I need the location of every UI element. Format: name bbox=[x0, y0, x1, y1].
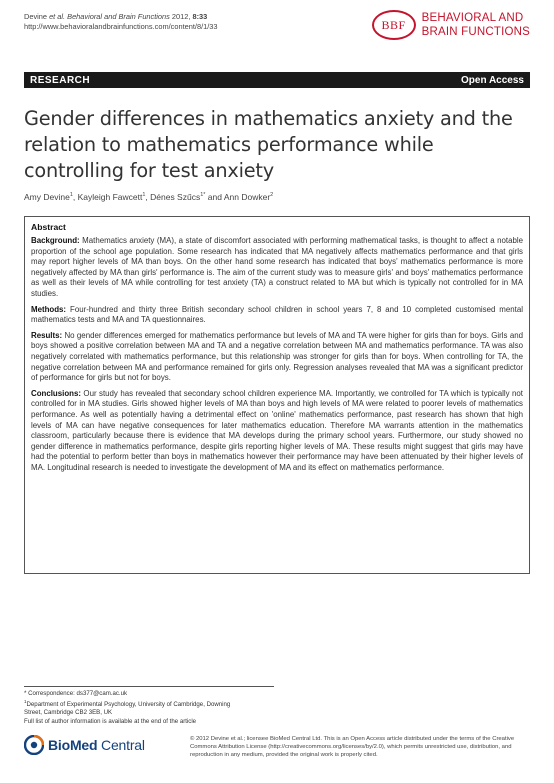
journal-name-line-1: BEHAVIORAL AND bbox=[421, 12, 524, 24]
correspondence-note[interactable]: * Correspondence: ds377@cam.ac.uk bbox=[24, 690, 128, 697]
author-4[interactable]: and Ann Dowker bbox=[205, 192, 271, 202]
author-4-affiliation: 2 bbox=[270, 192, 274, 199]
abstract-conclusions bbox=[31, 389, 523, 474]
bbf-logo-icon: BBF bbox=[372, 10, 416, 40]
author-1-affiliation: 1 bbox=[69, 192, 73, 199]
abstract-background bbox=[31, 236, 523, 300]
conclusions-label: Conclusions: bbox=[31, 388, 81, 398]
results-text: No gender differences emerged for mathematics performance but levels of MA and TA were higher for girls than for boys. Girls and boys showed a positive correlation between MA and TA and a negative correlation between MA and mathematics performance. TA was also negatively correlated with mathematics performance, but this relationship was stronger for girls than for boys. When controlling for TA, the negative correlation between MA and performance remained for girls only. Regression analyses revealed that MA was a significant predictor of performance for girls but not for boys. bbox=[31, 330, 523, 383]
methods-label: Methods: bbox=[31, 304, 67, 314]
background-text: Mathematics anxiety (MA), a state of discomfort associated with performing mathematical tasks, is thought to affect a notable proportion of the school age population. Some research has indicated that MA negatively affects mathematics performance and that girls may report higher levels of MA than boys. On the other hand some research has indicated that boys' mathematics performance is more negatively affected by MA than girls' performance is. The aim of the current study was to measure girls' and boys' mathematics performance as well as their levels of MA while controlling for test anxiety (TA) a construct related to MA but which is typically not controlled for in MA studies. bbox=[31, 236, 523, 298]
author-2-affiliation: 1 bbox=[142, 192, 146, 199]
license-text: © 2012 Devine et al.; licensee BioMed Central Ltd. This is an Open Access article distributed under the terms of the Creative Commons Attribution License (http://creativecommons.org/licenses/by/2.0), which permits unrestricted use, distribution, and reproduction in any medium, provided the original work is properly cited. bbox=[190, 736, 515, 758]
publisher-name-bold: BioMed bbox=[48, 737, 98, 753]
author-3-affiliation: 1* bbox=[200, 192, 206, 199]
abstract-box bbox=[24, 216, 530, 574]
author-list bbox=[24, 192, 530, 202]
citation-url[interactable]: http://www.behavioralandbrainfunctions.com/content/8/1/33 bbox=[24, 22, 218, 31]
citation-year: 2012, bbox=[169, 12, 193, 21]
page-header bbox=[24, 0, 530, 60]
footnotes bbox=[24, 686, 274, 726]
publisher-name bbox=[48, 737, 145, 753]
biomed-central-icon bbox=[24, 735, 44, 755]
results-label: Results: bbox=[31, 330, 63, 340]
section-label: RESEARCH bbox=[30, 74, 91, 86]
author-2[interactable]: , Kayleigh Fawcett bbox=[72, 192, 143, 202]
citation-block bbox=[24, 12, 218, 32]
affiliation-sup: 1 bbox=[24, 699, 27, 705]
author-info-note: Full list of author information is available at the end of the article bbox=[24, 717, 197, 725]
publisher-name-rest: Central bbox=[97, 737, 145, 753]
section-bar bbox=[24, 72, 530, 88]
methods-text: Four-hundred and thirty three British secondary school children in school years 7, 8 and 10 completed customised mental mathematics tests and MA and TA questionnaires. bbox=[31, 304, 523, 325]
affiliation-line-1: Department of Experimental Psychology, University of Cambridge, Downing bbox=[26, 701, 231, 709]
journal-name bbox=[422, 11, 530, 39]
page-footer bbox=[24, 735, 530, 759]
conclusions-text: Our study has revealed that secondary school children experience MA. Importantly, we controlled for TA which is typically not controlled for in MA studies. Girls showed higher levels of MA than boys and high levels of MA were related to poorer levels of mathematics performance. As well as potentially having a detrimental effect on 'online' mathematics performance, past research has shown that high levels of MA can have negative consequences for later mathematics education. Therefore MA warrants attention in the mathematics classroom, particularly because there is evidence that MA develops during the primary school years. Furthermore, our study showed no gender difference in mathematics performance, despite girls reporting higher levels of MA. These results might suggest that girls may have had the potential to perform better than boys in mathematics however their performance may have been attenuated by their higher levels of MA. Longitudinal research is needed to investigate the development of MA and its effect on mathematics performance. bbox=[31, 388, 523, 472]
journal-logo[interactable] bbox=[372, 10, 530, 40]
abstract-heading: Abstract bbox=[31, 222, 66, 232]
affiliation-note bbox=[24, 698, 274, 709]
author-1[interactable]: Amy Devine bbox=[24, 192, 70, 202]
author-3[interactable]: , Dénes Szűcs bbox=[145, 192, 201, 202]
biomed-central-logo[interactable] bbox=[24, 735, 174, 755]
citation-authors: Devine bbox=[24, 12, 50, 21]
citation-line bbox=[24, 12, 218, 22]
journal-name-line-2: BRAIN FUNCTIONS bbox=[421, 26, 530, 38]
citation-journal: et al. Behavioral and Brain Functions bbox=[49, 12, 170, 21]
background-label: Background: bbox=[31, 236, 80, 245]
article-title: Gender differences in mathematics anxiety and the relation to mathematics performance while controlling for test anxiety bbox=[24, 107, 513, 182]
abstract-results bbox=[31, 331, 523, 384]
affiliation-line-2: Street, Cambridge CB2 3EB, UK bbox=[24, 709, 113, 717]
abstract-methods bbox=[31, 305, 523, 326]
citation-issue: 8:33 bbox=[192, 12, 208, 21]
open-access-label: Open Access bbox=[461, 74, 524, 86]
